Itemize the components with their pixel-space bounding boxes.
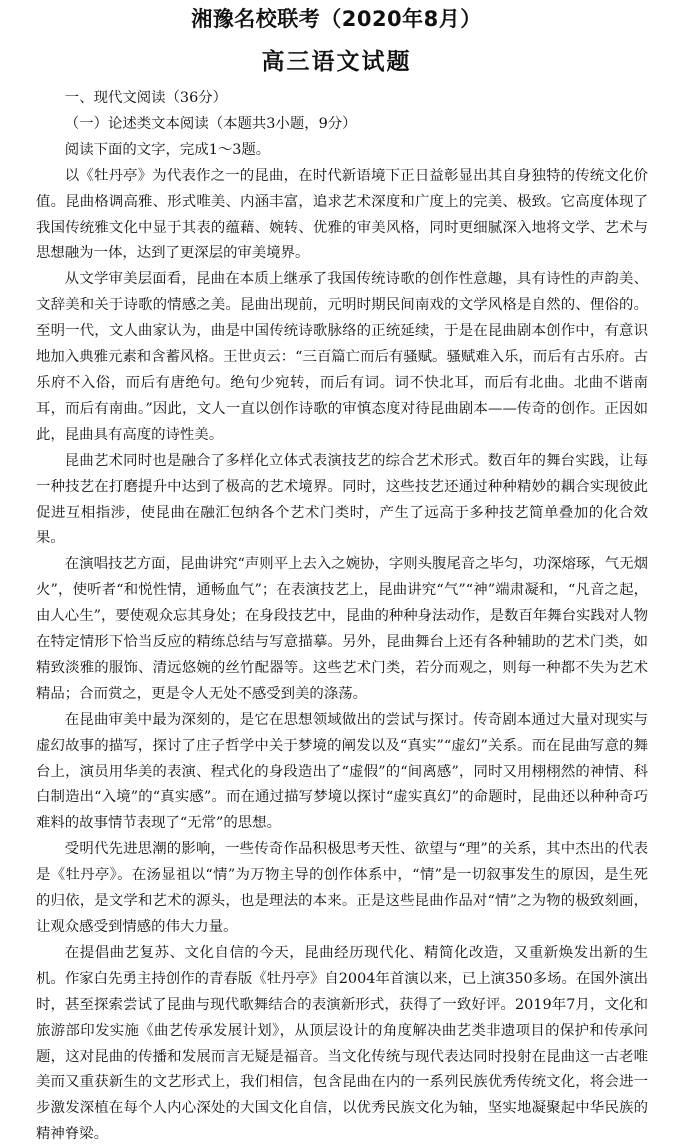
paragraph-2: 从文学审美层面看，昆曲在本质上继承了我国传统诗歌的创作性意趣，具有诗性的声韵美、文辞美和关于诗歌的情感之美。昆曲出现前，元明时期民间南戏的文学风格是自然的、俚俗的。至明一代，文人曲家认为，曲是中国传统诗歌脉络的正统延续，于是在昆曲剧本创作中，有意识地加入典雅元素和含蓄风格。王世贞云：“三百篇亡而后有骚赋。骚赋难入乐，而后有古乐府。古乐府不入俗，而后有唐绝句。绝句少宛转，而后有词。词不快北耳，而后有北曲。北曲不谐南耳，而后有南曲。”因此，文人一直以创作诗歌的审慎态度对待昆曲剧本——传奇的创作。正因如此，昆曲具有高度的诗性美。 <box>36 271 648 443</box>
subsection-heading: （一）论述类文本阅读（本题共3小题，9分） <box>64 115 357 132</box>
reading-passage <box>36 86 648 1148</box>
reading-instruction: 阅读下面的文字，完成1～3题。 <box>64 141 271 158</box>
paragraph-4: 在演唱技艺方面，昆曲讲究“声则平上去入之婉协，字则头腹尾音之毕匀，功深熔琢，气无烟火”，使听者“和悦性情，通畅血气”；在表演技艺上，昆曲讲究“气”“神”端肃凝和，“凡音之起，由人心生”，要使观众忘其身处；在身段技艺中，昆曲的种种身法动作，是数百年舞台实践对人物在特定情形下恰当反应的精练总结与写意描摹。另外，昆曲舞台上还有各种辅助的艺术门类，如精致淡雅的服饰、清远悠婉的丝竹配器等。这些艺术门类，若分而观之，则每一种都不失为艺术精品；合而赏之，更是令人无处不感受到美的涤荡。 <box>36 556 648 702</box>
section-heading: 一、现代文阅读（36分） <box>64 90 228 106</box>
exam-title: 湘豫名校联考（2020年8月） <box>191 7 482 31</box>
paragraph-1: 以《牡丹亭》为代表作之一的昆曲，在时代新语境下正日益彰显出其自身独特的传统文化价值。昆曲格调高雅、形式唯美、内涵丰富，追求艺术深度和广度上的完美、极致。它高度体现了我国传统雅文化中显于其表的蕴藉、婉转、优雅的审美风格，同时更细腻深入地将文学、艺术与思想融为一体，达到了更深层的审美境界。 <box>36 167 648 262</box>
paragraph-5: 在昆曲审美中最为深刻的，是它在思想领域做出的尝试与探讨。传奇剧本通过大量对现实与虚幻故事的描写，探讨了庄子哲学中关于梦境的阐发以及“真实”“虚幻”关系。而在昆曲写意的舞台上，演员用华美的表演、程式化的身段造出了“虚假”的“间离感”，同时又用栩栩然的神情、科白制造出“入境”的“真实感”。而在通过描写梦境以探讨“虚实真幻”的命题时，昆曲还以种种奇巧难料的故事情节表现了“无常”的思想。 <box>36 711 648 832</box>
paragraph-6: 受明代先进思潮的影响，一些传奇作品积极思考天性、欲望与“理”的关系，其中杰出的代表是《牡丹亭》。在汤显祖以“情”为万物主导的创作体系中，“情”是一切叙事发生的原因，是生死的归依，是文学和艺术的源头，也是理法的本来。正是这些昆曲作品对“情”之为物的极致刻画，让观众感受到情感的伟大力量。 <box>36 841 648 935</box>
paper-title: 高三语文试题 <box>261 49 412 75</box>
paragraph-3: 昆曲艺术同时也是融合了多样化立体式表演技艺的综合艺术形式。数百年的舞台实践，让每一种技艺在打磨提升中达到了极高的艺术境界。同时，这些技艺还通过种种精妙的耦合实现彼此促进互相指涉，使昆曲在融汇包纳各个艺术门类时，产生了远高于多种技艺简单叠加的化合效果。 <box>36 452 648 547</box>
paragraph-7: 在提倡曲艺复苏、文化自信的今天，昆曲经历现代化、精简化改造，又重新焕发出新的生机。作家白先勇主持创作的青春版《牡丹亭》自2004年首演以来，已上演350多场。在国外演出时，甚至探索尝试了昆曲与现代歌舞结合的表演新形式，获得了一致好评。2019年7月，文化和旅游部印发实施《曲艺传承发展计划》，从顶层设计的角度解决曲艺类非遗项目的保护和传承问题，这对昆曲的传播和发展而言无疑是福音。当文化传统与现代表达同时投射在昆曲这一古老唯美而又重获新生的文艺形式上，我们相信，包含昆曲在内的一系列民族优秀传统文化，将会进一步激发深植在每个人内心深处的大国文化自信，以优秀民族文化为轴，坚实地凝聚起中华民族的精神脊梁。 <box>36 944 648 1143</box>
